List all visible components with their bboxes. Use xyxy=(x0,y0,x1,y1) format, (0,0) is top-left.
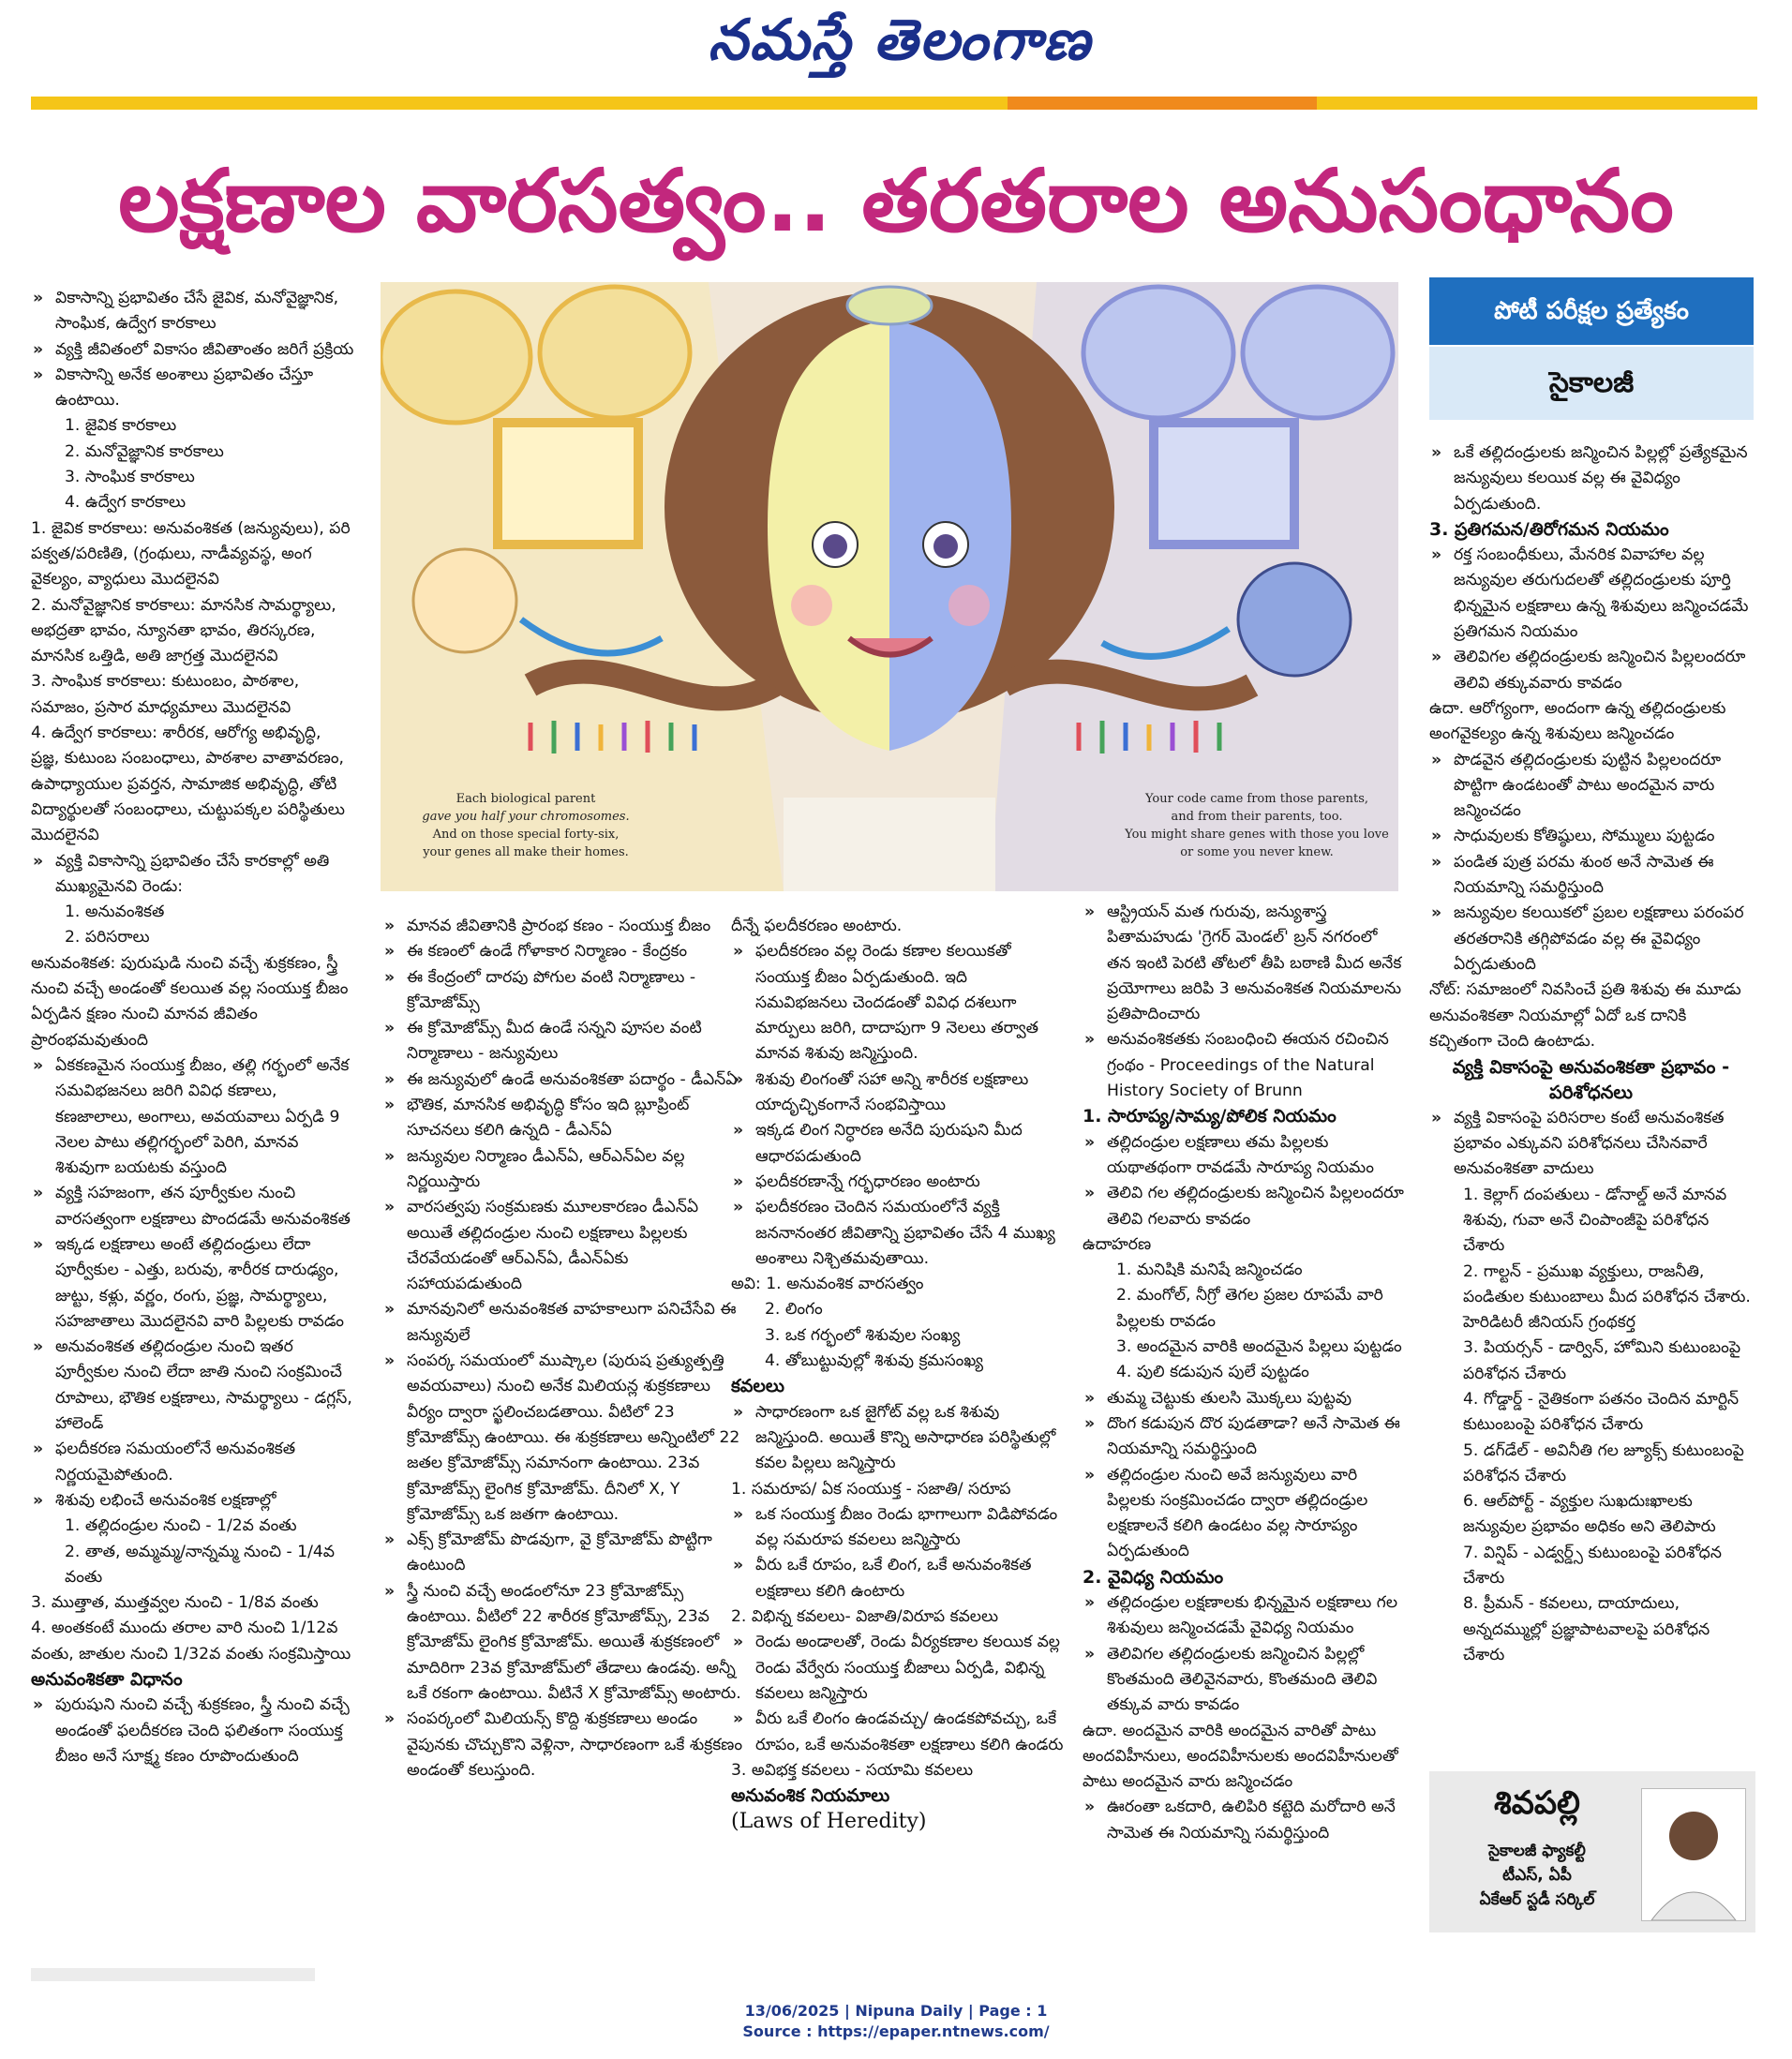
paragraph: » ఫలదీకరణం వల్ల రెండు కణాల కలయికతో సంయుక్త బీజం ఏర్పడుతుంది. ఇది సమవిభజనలు చెందడంతో వివిధ దశలుగా మార్పులు జరిగి, దాదాపుగా 9 నెలలు తర్వాత మానవ శిశువు జన్మిస్తుంది. xyxy=(731,939,1064,1067)
paragraph: » సాధారణంగా ఒక జైగోట్ వల్ల ఒక శిశువు జన్మిస్తుంది. అయితే కొన్ని అసాధారణ పరిస్థితుల్లో కవల పిల్లలు జన్మిస్తారు xyxy=(731,1400,1064,1477)
paragraph: 1. జైవిక కారకాలు: అనువంశికత (జన్యువులు), పరి పక్వత/పరిణితి, (గ్రంథులు, నాడీవ్యవస్థ, అంగ వైకల్యం, వ్యాధులు మొదలైనవి xyxy=(31,518,351,589)
paragraph: » తుమ్మ చెట్టుకు తులసి మొక్కలు పుట్టవు xyxy=(1083,1386,1406,1411)
paragraph: » మానవ జీవితానికి ప్రారంభ కణం - సంయుక్త బీజం xyxy=(382,914,743,939)
paragraph: » తల్లిదండ్రుల లక్షణాలు తమ పిల్లలకు యథాతథంగా రావడమే సారూప్య నియమం xyxy=(1083,1130,1406,1182)
exam-special-badge: పోటీ పరీక్షల ప్రత్యేకం xyxy=(1429,277,1754,345)
paragraph: » ఈ కేంద్రంలో దారపు పోగుల వంటి నిర్మాణాలు - క్రోమోజోమ్స్ xyxy=(382,965,743,1017)
paragraph: » భౌతిక, మానసిక అభివృద్ధి కోసం ఇది బ్లూప్రింట్ సూచనలు కలిగి ఉన్నది - డీఎన్ఏ xyxy=(382,1093,743,1144)
paragraph: దీన్నే ఫలదీకరణం అంటారు. xyxy=(731,917,903,935)
paragraph: » వారసత్వపు సంక్రమణకు మూలకారణం డీఎన్ఏ అయితే తల్లిదండ్రుల నుంచి లక్షణాలు పిల్లలకు చేరవేయడంతో ఆర్ఎన్ఏ, డీఎన్ఏకు సహాయపడుతుంది xyxy=(382,1195,743,1297)
paragraph: 1. తల్లిదండ్రుల నుంచి - 1/2వ వంతు xyxy=(65,1516,297,1536)
paragraph: » తల్లిదండ్రుల లక్షణాలకు భిన్నమైన లక్షణాలు గల శిశువులు జన్మించడమే వైవిధ్య నియమం xyxy=(1083,1590,1406,1642)
paragraph: » పండిత పుత్ర పరమ శుంఠ అనే సామెత ఈ నియమాన్ని సమర్థిస్తుంది xyxy=(1429,850,1753,902)
paragraph: 3. పియర్సన్ - డార్విన్, హోమిని కుటుంబంపై పరిశోధన చేశారు xyxy=(1463,1338,1741,1383)
paragraph: 6. ఆల్‌పోర్ట్ - వ్యక్తుల సుఖదుఃఖాలకు జన్యువుల ప్రభావం అధికం అని తెలిపారు xyxy=(1463,1492,1716,1537)
caption-right-1: Your code came from those parents, xyxy=(1144,792,1369,806)
paragraph: » వ్యక్తి జీవితంలో వికాసం జీవితాంతం జరిగే ప్రక్రియ xyxy=(31,337,354,363)
mother-face xyxy=(413,549,516,652)
paragraph: అనువంశికత: పురుషుడి నుంచి వచ్చే శుక్రకణం, స్త్రీ నుంచి వచ్చే అండంతో కలయిత వల్ల సంయుక్త బీజం ఏర్పడిన క్షణం నుంచి మానవ జీవితం ప్రారంభమవుతుంది xyxy=(31,953,349,1050)
paragraph: 2. మనోవైజ్ఞానిక కారకాలు: మానసిక సామర్థ్యాలు, అభద్రతా భావం, న్యూనతా భావం, తిరస్కరణ, మానసిక ఒత్తిడి, అతి జాగ్రత్త మొదలైనవి xyxy=(31,595,336,666)
paragraph: అవి: 1. అనువంశిక వారసత్వం xyxy=(731,1275,924,1294)
article-column-5 xyxy=(1429,440,1753,1668)
paragraph: » వికాసాన్ని అనేక అంశాలు ప్రభావితం చేస్తూ ఉంటాయి. xyxy=(31,363,354,414)
paragraph: » పురుషుని నుంచి వచ్చే శుక్రకణం, స్త్రీ నుంచి వచ్చే అండంతో ఫలదీకరణ చెంది ఫలితంగా సంయుక్త బీజం అనే సూక్ష్మ కణం రూపొందుతుంది xyxy=(31,1693,354,1769)
paragraph: 4. తోబుట్టువుల్లో శిశువు క్రమసంఖ్య xyxy=(765,1351,984,1371)
paragraph: » తెలివి గల తల్లిదండ్రులకు జన్మించిన పిల్లలందరూ తెలివి గలవారు కావడం xyxy=(1083,1181,1406,1232)
paragraph: 1. మనిషికి మనిషే జన్మించడం xyxy=(1116,1261,1303,1280)
paragraph: ఉదా. ఆరోగ్యంగా, అందంగా ఉన్న తల్లిదండ్రులకు అంగవైకల్యం ఉన్న శిశువులు జన్మించడం xyxy=(1429,698,1726,744)
paragraph: » వ్యక్తి సహజంగా, తన పూర్వీకుల నుంచి వారసత్వంగా లక్షణాలు పొందడమే అనువంశికత xyxy=(31,1181,354,1232)
paragraph: » మానవునిలో అనువంశికత వాహకాలుగా పనిచేసేవి ఈ జన్యువులే xyxy=(382,1297,743,1349)
paragraph: » శిశువు లింగంతో సహా అన్ని శారీరక లక్షణాలు యాదృచ్ఛికంగానే సంభవిస్తాయి xyxy=(731,1067,1064,1119)
paragraph: » వీరు ఒకే లింగం ఉండవచ్చు/ ఉండకపోవచ్చు, ఒకే రూపం, ఒకే అనువంశికతా లక్షణాలు కలిగి ఉండరు xyxy=(731,1707,1064,1758)
author-role xyxy=(1439,1839,1635,1912)
caption-right-4: or some you never knew. xyxy=(1180,845,1334,859)
section-heading: 3. ప్రతిగమన/తిరోగమన నియమం xyxy=(1429,518,1669,540)
paragraph: 5. డగ్‌డేల్ - అవినీతి గల జ్యూక్స్ కుటుంబంపై పరిశోధన చేశారు xyxy=(1463,1440,1744,1485)
hair-bow xyxy=(847,287,932,324)
header-rule xyxy=(31,97,1008,110)
paragraph: 3. సాంఘిక కారకాలు: కుటుంబం, పాఠశాల, సమాజం, ప్రసార మాధ్యమాలు మొదలైనవి xyxy=(31,672,300,717)
father-face xyxy=(1238,563,1351,676)
section-heading: 2. వైవిధ్య నియమం xyxy=(1083,1566,1224,1588)
paragraph: » వ్యక్తి వికాసాన్ని ప్రభావితం చేసే కారకాల్లో అతి ముఖ్యమైనవి రెండు: xyxy=(31,849,354,901)
paragraph: » రక్త సంబంధీకులు, మేనరిక వివాహాల వల్ల జన్యువుల తరుగుదలతో తల్లిదండ్రులకు పూర్తి భిన్నమైన లక్షణాలు ఉన్న శిశువులు జన్మించడమే ప్రతిగమన నియమం xyxy=(1429,543,1753,645)
paragraph: » ఈ కణంలో ఉండే గోళాకార నిర్మాణం - కేంద్రకం xyxy=(382,939,743,964)
paragraph: » వికాసాన్ని ప్రభావితం చేసే జైవిక, మనోవైజ్ఞానిక, సాంఘిక, ఉద్వేగ కారకాలు xyxy=(31,286,354,337)
paragraph: » ఏకకణమైన సంయుక్త బీజం, తల్లి గర్భంలో అనేక సమవిభజనలు జరిగి వివిధ కణాలు, కణజాలాలు, అంగాలు, అవయవాలు ఏర్పడి 9 నెలల పాటు తల్లిగర్భంలో పెరిగి, మానవ శిశువుగా బయటకు వస్తుంది xyxy=(31,1053,354,1181)
paragraph: » తెలివిగల తల్లిదండ్రులకు జన్మించిన పిల్లలందరూ తెలివి తక్కువవారు కావడం xyxy=(1429,645,1753,696)
paragraph: » ఒకే తల్లిదండ్రులకు జన్మించిన పిల్లల్లో ప్రత్యేకమైన జన్యువులు కలయిక వల్ల ఈ వైవిధ్యం ఏర్పడుతుంది. xyxy=(1429,440,1753,517)
paragraph: 3. అవిభక్త కవలలు - సయామి కవలలు xyxy=(731,1760,974,1780)
author-photo xyxy=(1641,1788,1746,1921)
paragraph: 3. ఒక గర్భంలో శిశువుల సంఖ్య xyxy=(765,1325,961,1345)
paragraph: 4. ఉద్వేగ కారకాలు: శారీరక, ఆరోగ్య అభివృద్ధి, ప్రజ్ఞ, కుటుంబ సంబంధాలు, పాఠశాల వాతావరణం, ఉపాధ్యాయుల ప్రవర్తన, సామాజిక అభివృద్ధి, తోటి విద్యార్థులతో సంబంధాలు, చుట్టుపక్కల పరిస్థితులు మొదలైనవి xyxy=(31,724,345,845)
paragraph: » అనువంశికతకు సంబంధించి ఈయన రచించిన గ్రంథం - Proceedings of the Natural History Society of Brunn xyxy=(1083,1027,1406,1104)
page-footer xyxy=(0,2001,1792,2042)
caption-left-1: Each biological parent xyxy=(455,792,596,806)
paragraph: » శిశువు లభించే అనువంశిక లక్షణాల్లో xyxy=(31,1488,354,1514)
caption-right-3: You might share genes with those you love xyxy=(1125,828,1389,842)
paragraph: » ఫలదీకరణాన్నే గర్భధారణం అంటారు xyxy=(731,1170,1064,1195)
article-column-3 xyxy=(731,914,1064,1835)
article-column-1 xyxy=(31,286,354,1769)
paragraph: » వ్యక్తి వికాసంపై పరిసరాల కంటే అనువంశికత ప్రభావం ఎక్కువని పరిశోధనలు చేసినవారే అనువంశికతా వాదులు xyxy=(1429,1106,1753,1183)
paragraph: ఉదా. అందమైన వారికి అందమైన వారితో పాటు అందవిహీనులు, అందవిహీనులకు అందవిహీనులతో పాటు అందమైన వారు జన్మించడం xyxy=(1083,1721,1398,1792)
caption-left-4: your genes all make their homes. xyxy=(423,845,629,859)
paragraph: » అనువంశికత తల్లిదండ్రుల నుంచి ఇతర పూర్వీకుల నుంచి లేదా జాతి నుంచి సంక్రమించే రూపాలు, భౌతిక లక్షణాలు, సామర్థ్యాలు - డగ్లస్, హాలెండ్ xyxy=(31,1335,354,1437)
newspaper-logo: నమస్తే తెలంగాణ xyxy=(708,7,1092,73)
paragraph: 2. విభిన్న కవలలు- విజాతి/విరూప కవలలు xyxy=(731,1607,999,1627)
paragraph: 2. మంగోల్, నీగ్రో తెగల ప్రజల రూపమే వారి పిల్లలకు రావడం xyxy=(1116,1286,1383,1331)
paragraph: » ఫలదీకరణం చెందిన సమయంలోనే వ్యక్తి జననానంతర జీవితాన్ని ప్రభావితం చేసే 4 ముఖ్య అంశాలు నిశ్చితమవుతాయి. xyxy=(731,1195,1064,1272)
grandparents-bubble-left-2 xyxy=(540,287,690,418)
paragraph: » ఎక్స్ క్రోమోజోమ్ పొడవుగా, వై క్రోమోజోమ్ పొట్టిగా ఉంటుంది xyxy=(382,1528,743,1579)
paragraph: » స్త్రీ నుంచి వచ్చే అండంలోనూ 23 క్రోమోజోమ్స్ ఉంటాయి. వీటిలో 22 శారీరక క్రోమోజోమ్స్, 23వ క్రోమోజోమ్ లైంగిక క్రోమోజోమ్. అయితే శుక్రకణంలో మాదిరిగా 23వ క్రోమోజోమ్‌లో తేడాలు ఉండవు. అన్నీ ఒకే రకంగా ఉంటాయి. వీటినే X క్రోమోజోమ్స్ అంటారు. xyxy=(382,1579,743,1707)
paragraph: 2. మనోవైజ్ఞానిక కారకాలు xyxy=(65,441,224,461)
paragraph: » ఊరంతా ఒకదారి, ఉలిపిరి కట్టెది మరోదారి అనే సామెత ఈ నియమాన్ని సమర్థిస్తుంది xyxy=(1083,1795,1406,1846)
paragraph: » వీరు ఒకే రూపం, ఒకే లింగ, ఒకే అనువంశికత లక్షణాలు కలిగి ఉంటారు xyxy=(731,1553,1064,1604)
paragraph: 1. జైవిక కారకాలు xyxy=(65,416,177,436)
paragraph: » సంపర్క సమయంలో ముష్కాల (పురుష ప్రత్యుత్పత్తి అవయవాలు) నుంచి అనేక మిలియన్ల శుక్రకణాలు వీర్యం ద్వారా స్ఖలించబడతాయి. వీటిలో 23 క్రోమోజోమ్స్ ఉంటాయి. ఈ శుక్రకణాలు అన్నింటిలో 22 జతల క్రోమోజోమ్స్ సమానంగా ఉంటాయి. 23వ క్రోమోజోమ్స్ లైంగిక క్రోమోజోమ్. దీనిలో X, Y క్రోమోజోమ్స్ ఒక జతగా ఉంటాయి. xyxy=(382,1349,743,1528)
paragraph: 4. ఉద్వేగ కారకాలు xyxy=(65,493,187,513)
bottom-strip xyxy=(31,1968,315,1981)
footer-date-line: 13/06/2025 | Nipuna Daily | Page : 1 xyxy=(744,2002,1048,2020)
paragraph: 2. గాల్టన్ - ప్రముఖ వ్యక్తులు, రాజనీతి, పండితుల కుటుంబాలు మీద పరిశోధన చేశారు. హెరిడిటరీ జీనియస్ గ్రంథకర్త xyxy=(1463,1261,1751,1333)
author-name: శివపల్లి xyxy=(1494,1784,1580,1822)
paragraph: 3. అందమైన వారికి అందమైన పిల్లలు పుట్టడం xyxy=(1116,1337,1402,1357)
paragraph: 3. ముత్తాత, ముత్తవ్వల నుంచి - 1/8వ వంతు xyxy=(31,1593,319,1613)
paragraph: ఉదాహరణ xyxy=(1083,1234,1152,1254)
article-column-2 xyxy=(382,914,743,1783)
paragraph: 2. లింగం xyxy=(765,1300,823,1320)
footer-source-line: Source : https://epaper.ntnews.com/ xyxy=(742,2022,1050,2040)
paragraph: నోట్: సమాజంలో నివసించే ప్రతి శిశువు ఈ మూడు అనువంశికతా నియమాల్లో ఏదో ఒక దానికి కచ్చితంగా చెంది ఉంటాడు. xyxy=(1429,980,1741,1051)
grandparents-bubble-left-1 xyxy=(381,291,530,423)
section-heading: 1. సారూప్య/సామ్య/పోలిక నియమం xyxy=(1083,1106,1337,1127)
child-shirt xyxy=(784,798,995,891)
paragraph: 2. తాత, అమ్మమ్మ/నాన్నమ్మ నుంచి - 1/4వ వంతు xyxy=(65,1542,336,1587)
caption-left-3: And on those special forty-six, xyxy=(432,828,620,842)
paragraph: 1. సమరూప/ ఏక సంయుక్త - సజాతి/ సరూప xyxy=(731,1479,1011,1499)
masthead xyxy=(0,0,1792,94)
article-column-4 xyxy=(1083,900,1406,1846)
paragraph: » దొంగ కడుపున దొర పుడతాడా? అనే సామెత ఈ నియమాన్ని సమర్థిస్తుంది xyxy=(1083,1411,1406,1463)
parents-frame-left xyxy=(498,423,638,545)
paragraph: » ఇక్కడ లక్షణాలు అంటే తల్లిదండ్రులు లేదా పూర్వీకుల - ఎత్తు, బరువు, శారీరక దారుఢ్యం, జుట్టు, కళ్లు, వర్ణం, రంగు, ప్రజ్ఞ, సామర్థ్యాలు, సహజాతాలు మొదలైనవి వారి పిల్లలకు రావడం xyxy=(31,1232,354,1335)
paragraph: » తల్లిదండ్రుల నుంచి అవే జన్యువులు వారి పిల్లలకు సంక్రమించడం ద్వారా తల్లిదండ్రుల లక్షణాలనే కలిగి ఉండటం వల్ల సారూప్యం ఏర్పడుతుంది xyxy=(1083,1463,1406,1565)
parents-frame-right xyxy=(1154,423,1294,545)
paragraph: » ఆస్ట్రియన్ మత గురువు, జన్యుశాస్త్ర పితామహుడు 'గ్రెగర్ మెండల్' బ్రన్ నగరంలో తన ఇంటి పెరటి తోటలో తీపి బఠాణి మీద అనేక ప్రయోగాలు జరిపి 3 అనువంశికత నియమాలను ప్రతిపాదించారు xyxy=(1083,900,1406,1027)
article-headline: లక్షణాల వారసత్వం.. తరతరాల అనుసంధానం xyxy=(118,151,1674,251)
author-role-2: టీఎస్, ఏపీ xyxy=(1502,1866,1572,1885)
paragraph: » రెండు అండాలతో, రెండు వీర్యకణాల కలయిక వల్ల రెండు వేర్వేరు సంయుక్త బీజాలు ఏర్పడి, విభిన్న కవలలు జన్మిస్తారు xyxy=(731,1630,1064,1707)
paragraph: » తెలివిగల తల్లిదండ్రులకు జన్మించిన పిల్లల్లో కొంతమంది తెలివైనవారు, కొంతమంది తెలివి తక్కువ వారు కావడం xyxy=(1083,1642,1406,1719)
grandparents-bubble-right-1 xyxy=(1083,287,1233,418)
paragraph: » ఈ జన్యువులో ఉండే అనువంశికతా పదార్థం - డీఎన్ఏ xyxy=(382,1067,743,1093)
paragraph: 4. గోడ్డార్డ్ - నైతికంగా పతనం చెందిన మార్టిన్ కుటుంబంపై పరిశోధన చేశారు xyxy=(1463,1389,1740,1435)
caption-left-2: gave you half your chromosomes. xyxy=(422,810,630,824)
header-rule-accent xyxy=(1008,97,1317,110)
paragraph: 2. పరిసరాలు xyxy=(65,928,150,947)
paragraph: » సంపర్కంలో మిలియన్స్ కొద్ది శుక్రకణాలు అండం వైపునకు చొచ్చుకొని వెళ్లినా, సాధారణంగా ఒకే శుక్రకణం అండంతో కలుస్తుంది. xyxy=(382,1707,743,1783)
paragraph: 8. ప్రీమన్ - కవలలు, దాయాదులు, అన్నదమ్ముల్లో ప్రజ్ఞాపాటవాలపై పరిశోధన చేశారు xyxy=(1463,1594,1710,1664)
section-heading: అనువంశిక నియమాలు xyxy=(731,1785,890,1807)
section-heading: అనువంశికతా విధానం xyxy=(31,1669,183,1691)
paragraph: 3. సాంఘిక కారకాలు xyxy=(65,468,195,487)
paragraph: » ఈ క్రోమోజోమ్స్ మీద ఉండే సన్నని పూసల వంటి నిర్మాణాలు - జన్యువులు xyxy=(382,1016,743,1067)
subject-label: సైకాలజీ xyxy=(1429,347,1754,420)
illustration xyxy=(381,282,1398,891)
paragraph: » పొడవైన తల్లిదండ్రులకు పుట్టిన పిల్లలందరూ పొట్టిగా ఉండటంతో పాటు అందమైన వారు జన్మించడం xyxy=(1429,748,1753,825)
paragraph: 1. కెల్లాగ్ దంపతులు - డోనాల్డ్ అనే మానవ శిశువు, గువా అనే చింపాంజీపై పరిశోధన చేశారు xyxy=(1463,1185,1727,1256)
paragraph: 1. అనువంశికత xyxy=(65,903,165,922)
author-role-3: ఏకేఆర్ స్టడీ సర్కిల్ xyxy=(1479,1890,1595,1909)
paragraph: (Laws of Heredity) xyxy=(731,1810,927,1834)
paragraph: » ఇక్కడ లింగ నిర్ధారణ అనేది పురుషుని మీద ఆధారపడుతుంది xyxy=(731,1118,1064,1170)
paragraph: 4. పులి కడుపున పులే పుట్టడం xyxy=(1116,1363,1309,1382)
header-rule-right xyxy=(1317,97,1757,110)
paragraph: » జన్యువుల కలయికలో ప్రబల లక్షణాలు పరంపర తరతరానికి తగ్గిపోవడం వల్ల ఈ వైవిధ్యం ఏర్పడుతుంది xyxy=(1429,901,1753,977)
paragraph: 7. విన్షిప్ - ఎడ్వర్డ్స్ కుటుంబంపై పరిశోధన చేశారు xyxy=(1463,1543,1722,1589)
caption-right-2: and from their parents, too. xyxy=(1171,810,1343,824)
paragraph: » ఒక సంయుక్త బీజం రెండు భాగాలుగా విడిపోవడం వల్ల సమరూప కవలలు జన్మిస్తారు xyxy=(731,1502,1064,1554)
grandparents-bubble-right-2 xyxy=(1243,287,1393,418)
author-role-1: సైకాలజీ ఫ్యాకల్టీ xyxy=(1488,1842,1586,1860)
paragraph: » జన్యువుల నిర్మాణం డీఎన్ఏ, ఆర్ఎన్ఏల వల్ల నిర్ణయిస్తారు xyxy=(382,1144,743,1196)
paragraph: » సాధువులకు కోతిష్ఠులు, సోమ్ములు పుట్టడం xyxy=(1429,824,1753,849)
paragraph: 4. అంతకంటే ముందు తరాల వారి నుంచి 1/12వ వంతు, జాతుల నుంచి 1/32వ వంతు సంక్రమిస్తాయి xyxy=(31,1619,351,1664)
person-photo-icon xyxy=(1642,1789,1745,1920)
section-heading: వ్యక్తి వికాసంపై అనువంశికతా ప్రభావం - పరిశోధనలు xyxy=(1452,1056,1730,1104)
dna-strand-right xyxy=(1079,721,1219,753)
section-heading: కవలలు xyxy=(731,1376,784,1397)
heredity-illustration xyxy=(381,282,1398,891)
paragraph: » ఫలదీకరణ సమయంలోనే అనువంశికత నిర్ణయమైపోతుంది. xyxy=(31,1437,354,1488)
author-box xyxy=(1429,1771,1755,1932)
